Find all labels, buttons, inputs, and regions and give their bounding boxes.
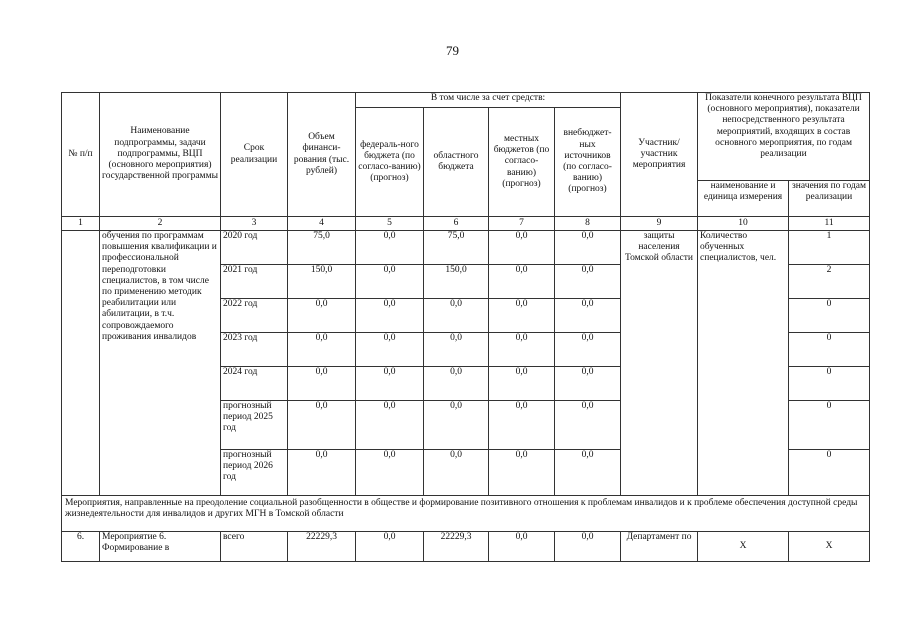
row-term: 2022 год — [221, 299, 288, 333]
row-local: 0,0 — [489, 367, 555, 401]
row-value: 0 — [789, 367, 870, 401]
row-value: 1 — [789, 231, 870, 265]
row-regional: 75,0 — [424, 231, 489, 265]
row-volume: 75,0 — [288, 231, 356, 265]
row-extra: 0,0 — [555, 299, 621, 333]
row-regional: 0,0 — [424, 333, 489, 367]
row-volume: 150,0 — [288, 265, 356, 299]
col-number: 5 — [356, 217, 424, 231]
row-term: прогнозный период 2025 год — [221, 401, 288, 450]
header-ind-values: значения по годам реализации — [789, 181, 870, 217]
row-volume: 0,0 — [288, 333, 356, 367]
row-federal: 0,0 — [356, 299, 424, 333]
table-row — [62, 532, 870, 562]
row-extra: 0,0 — [555, 231, 621, 265]
row6-local: 0,0 — [489, 532, 555, 562]
row-regional: 0,0 — [424, 450, 489, 496]
row6-term: всего — [221, 532, 288, 562]
header-ind-name: наименование и единица измерения — [698, 181, 789, 217]
row-term: 2020 год — [221, 231, 288, 265]
row-federal: 0,0 — [356, 265, 424, 299]
row-name: обучения по программам повышения квалификации и профессиональной переподготовки специалистов, в том числе по применению методик реабилитации или абилитации, в т.ч. сопровождаемого проживания инвалидов — [100, 231, 221, 496]
section-heading: Мероприятия, направленные на преодоление социальной разобщенности в обществе и формирование позитивного отношения к проблемам инвалидов и к проблеме обеспечения доступной среды жизнедеятельности для инвалидов и других МГН в Томской области — [62, 496, 870, 532]
row6-extra: 0,0 — [555, 532, 621, 562]
page-number: 79 — [446, 43, 459, 58]
row6-ind-name: Х — [698, 532, 789, 562]
row-volume: 0,0 — [288, 367, 356, 401]
row6-name: Мероприятие 6. Формирование в — [100, 532, 221, 562]
row-indicator: Количество обученных специалистов, чел. — [698, 231, 789, 496]
row-value: 2 — [789, 265, 870, 299]
row-regional: 0,0 — [424, 401, 489, 450]
row-extra: 0,0 — [555, 265, 621, 299]
col-number: 7 — [489, 217, 555, 231]
col-number: 4 — [288, 217, 356, 231]
header-federal: федераль-ного бюджета (по согласо-ванию) (прогноз) — [356, 108, 424, 217]
row-local: 0,0 — [489, 231, 555, 265]
row6-ind-value: Х — [789, 532, 870, 562]
row-value: 0 — [789, 299, 870, 333]
table-row — [62, 231, 870, 265]
row-value: 0 — [789, 450, 870, 496]
row-volume: 0,0 — [288, 450, 356, 496]
row6-regional: 22229,3 — [424, 532, 489, 562]
header-volume: Объем финанси-рования (тыс. рублей) — [288, 93, 356, 217]
row-participant: защиты населения Томской области — [621, 231, 698, 496]
header-local: местных бюджетов (по согласо-ванию) (прогноз) — [489, 108, 555, 217]
row-federal: 0,0 — [356, 333, 424, 367]
col-number: 10 — [698, 217, 789, 231]
row-regional: 0,0 — [424, 367, 489, 401]
col-number: 6 — [424, 217, 489, 231]
col-number: 3 — [221, 217, 288, 231]
header-term: Срок реализации — [221, 93, 288, 217]
column-number-row — [62, 217, 870, 231]
header-extra: внебюджет-ных источников (по согласо-ванию) (прогноз) — [555, 108, 621, 217]
row-local: 0,0 — [489, 333, 555, 367]
row6-participant: Департамент по — [621, 532, 698, 562]
col-number: 8 — [555, 217, 621, 231]
col-number: 9 — [621, 217, 698, 231]
program-table — [61, 92, 870, 562]
row6-volume: 22229,3 — [288, 532, 356, 562]
header-regional: областного бюджета — [424, 108, 489, 217]
section-heading-row — [62, 496, 870, 532]
row-local: 0,0 — [489, 401, 555, 450]
row6-no: 6. — [62, 532, 100, 562]
row6-federal: 0,0 — [356, 532, 424, 562]
col-number: 11 — [789, 217, 870, 231]
row-volume: 0,0 — [288, 401, 356, 450]
row-no-empty — [62, 231, 100, 496]
row-federal: 0,0 — [356, 231, 424, 265]
row-extra: 0,0 — [555, 450, 621, 496]
row-term: 2023 год — [221, 333, 288, 367]
col-number: 2 — [100, 217, 221, 231]
row-federal: 0,0 — [356, 401, 424, 450]
row-local: 0,0 — [489, 450, 555, 496]
row-local: 0,0 — [489, 265, 555, 299]
header-indicators-group: Показатели конечного результата ВЦП (основного мероприятия), показатели непосредственного результата мероприятий, входящих в состав основного мероприятия, по годам реализации — [698, 93, 870, 181]
row-regional: 150,0 — [424, 265, 489, 299]
header-name: Наименование подпрограммы, задачи подпрограммы, ВЦП (основного мероприятия) государственной программы — [100, 93, 221, 217]
header-no: № п/п — [62, 93, 100, 217]
header-sources-group: В том числе за счет средств: — [356, 93, 621, 108]
row-regional: 0,0 — [424, 299, 489, 333]
row-volume: 0,0 — [288, 299, 356, 333]
row-extra: 0,0 — [555, 367, 621, 401]
row-local: 0,0 — [489, 299, 555, 333]
row-value: 0 — [789, 333, 870, 367]
col-number: 1 — [62, 217, 100, 231]
row-federal: 0,0 — [356, 367, 424, 401]
row-term: 2024 год — [221, 367, 288, 401]
row-term: 2021 год — [221, 265, 288, 299]
row-value: 0 — [789, 401, 870, 450]
row-extra: 0,0 — [555, 333, 621, 367]
row-extra: 0,0 — [555, 401, 621, 450]
row-term: прогнозный период 2026 год — [221, 450, 288, 496]
header-participant: Участник/ участник мероприятия — [621, 93, 698, 217]
row-federal: 0,0 — [356, 450, 424, 496]
